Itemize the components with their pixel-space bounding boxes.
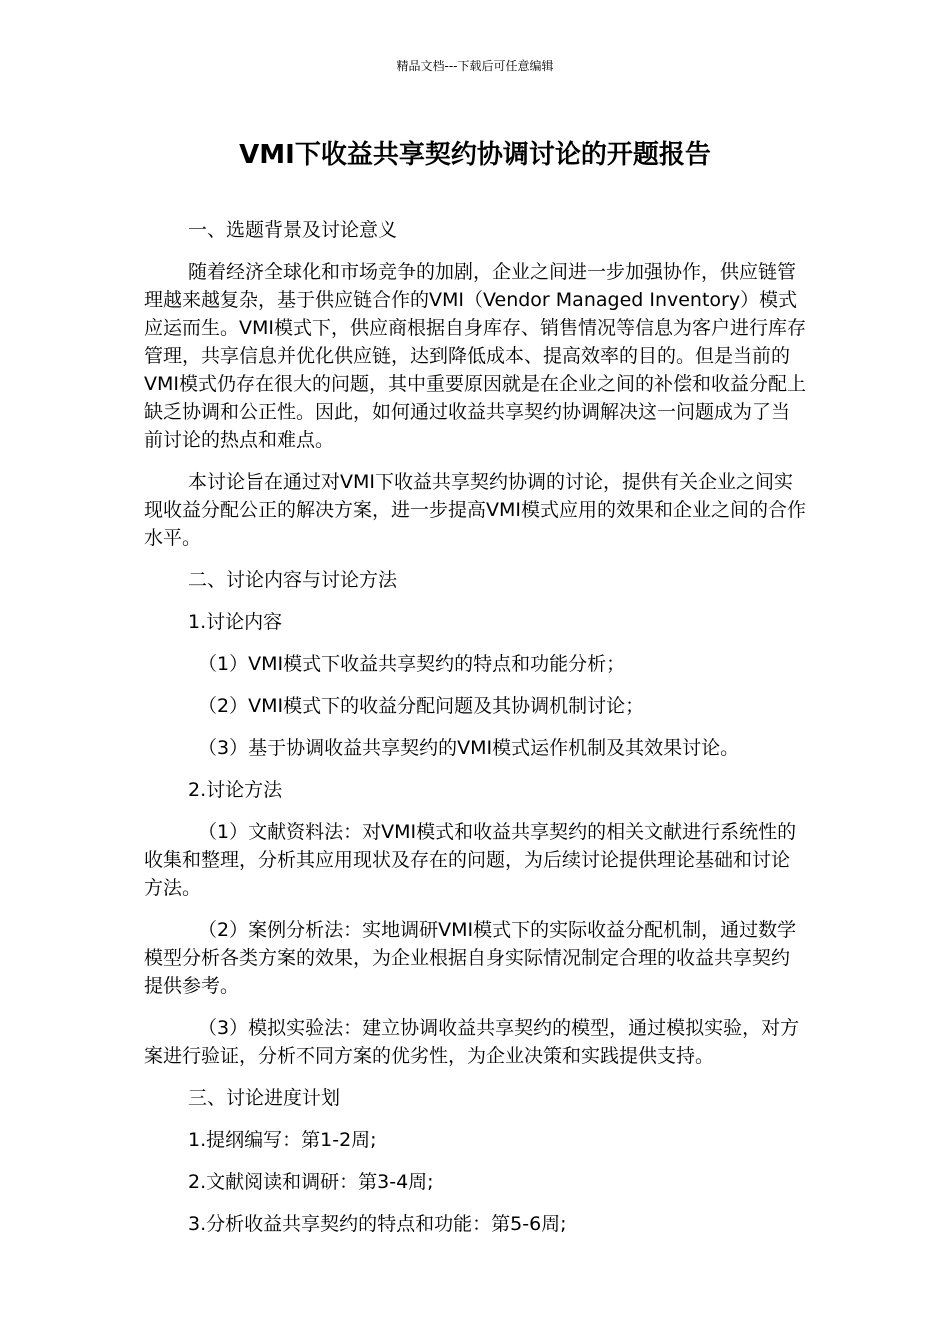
section-heading: 二、讨论内容与讨论方法 [188,569,398,591]
list-item: （1）VMI模式下收益共享契约的特点和功能分析； [198,653,626,675]
section-heading: 三、讨论进度计划 [188,1087,341,1109]
list-item: 3.分析收益共享契约的特点和功能：第5-6周; [188,1213,567,1235]
list-item: （3）基于协调收益共享契约的VMI模式运作机制及其效果讨论。 [198,737,740,759]
paragraph: 本讨论旨在通过对VMI下收益共享契约协调的讨论，提供有关企业之间实现收益分配公正的解决方案，进一步提高VMI模式应用的效果和企业之间的合作水平。 [144,471,806,549]
list-item: （2）案例分析法：实地调研VMI模式下的实际收益分配机制，通过数学模型分析各类方案的效果，为企业根据自身实际情况制定合理的收益共享契约提供参考。 [144,919,797,997]
document-body [144,216,808,1252]
list-item: （3）模拟实验法：建立协调收益共享契约的模型，通过模拟实验，对方案进行验证，分析不同方案的优劣性，为企业决策和实践提供支持。 [144,1017,800,1067]
subsection-heading: 1.讨论内容 [188,611,283,633]
list-item: （1）文献资料法：对VMI模式和收益共享契约的相关文献进行系统性的收集和整理，分析其应用现状及存在的问题，为后续讨论提供理论基础和讨论方法。 [144,821,797,899]
document-title: VMI下收益共享契约协调讨论的开题报告 [239,140,711,170]
list-item: （2）VMI模式下的收益分配问题及其协调机制讨论； [198,695,645,717]
paragraph: 随着经济全球化和市场竞争的加剧，企业之间进一步加强协作，供应链管理越来越复杂，基于供应链合作的VMI（Vendor Managed Inventory）模式应运而生。VMI模式下，供应商根据自身库存、销售情况等信息为客户进行库存管理，共享信息并优化供应链，达到降低成本、提高效率的目的。但是当前的VMI模式仍存在很大的问题，其中重要原因就是在企业之间的补偿和收益分配上缺乏协调和公正性。因此，如何通过收益共享契约协调解决这一问题成为了当前讨论的热点和难点。 [144,261,806,451]
list-item: 2.文献阅读和调研：第3-4周; [188,1171,434,1193]
section-heading: 一、选题背景及讨论意义 [188,219,398,241]
page-header-note: 精品文档---下载后可任意编辑 [396,59,554,73]
subsection-heading: 2.讨论方法 [188,779,283,801]
list-item: 1.提纲编写：第1-2周; [188,1129,377,1151]
